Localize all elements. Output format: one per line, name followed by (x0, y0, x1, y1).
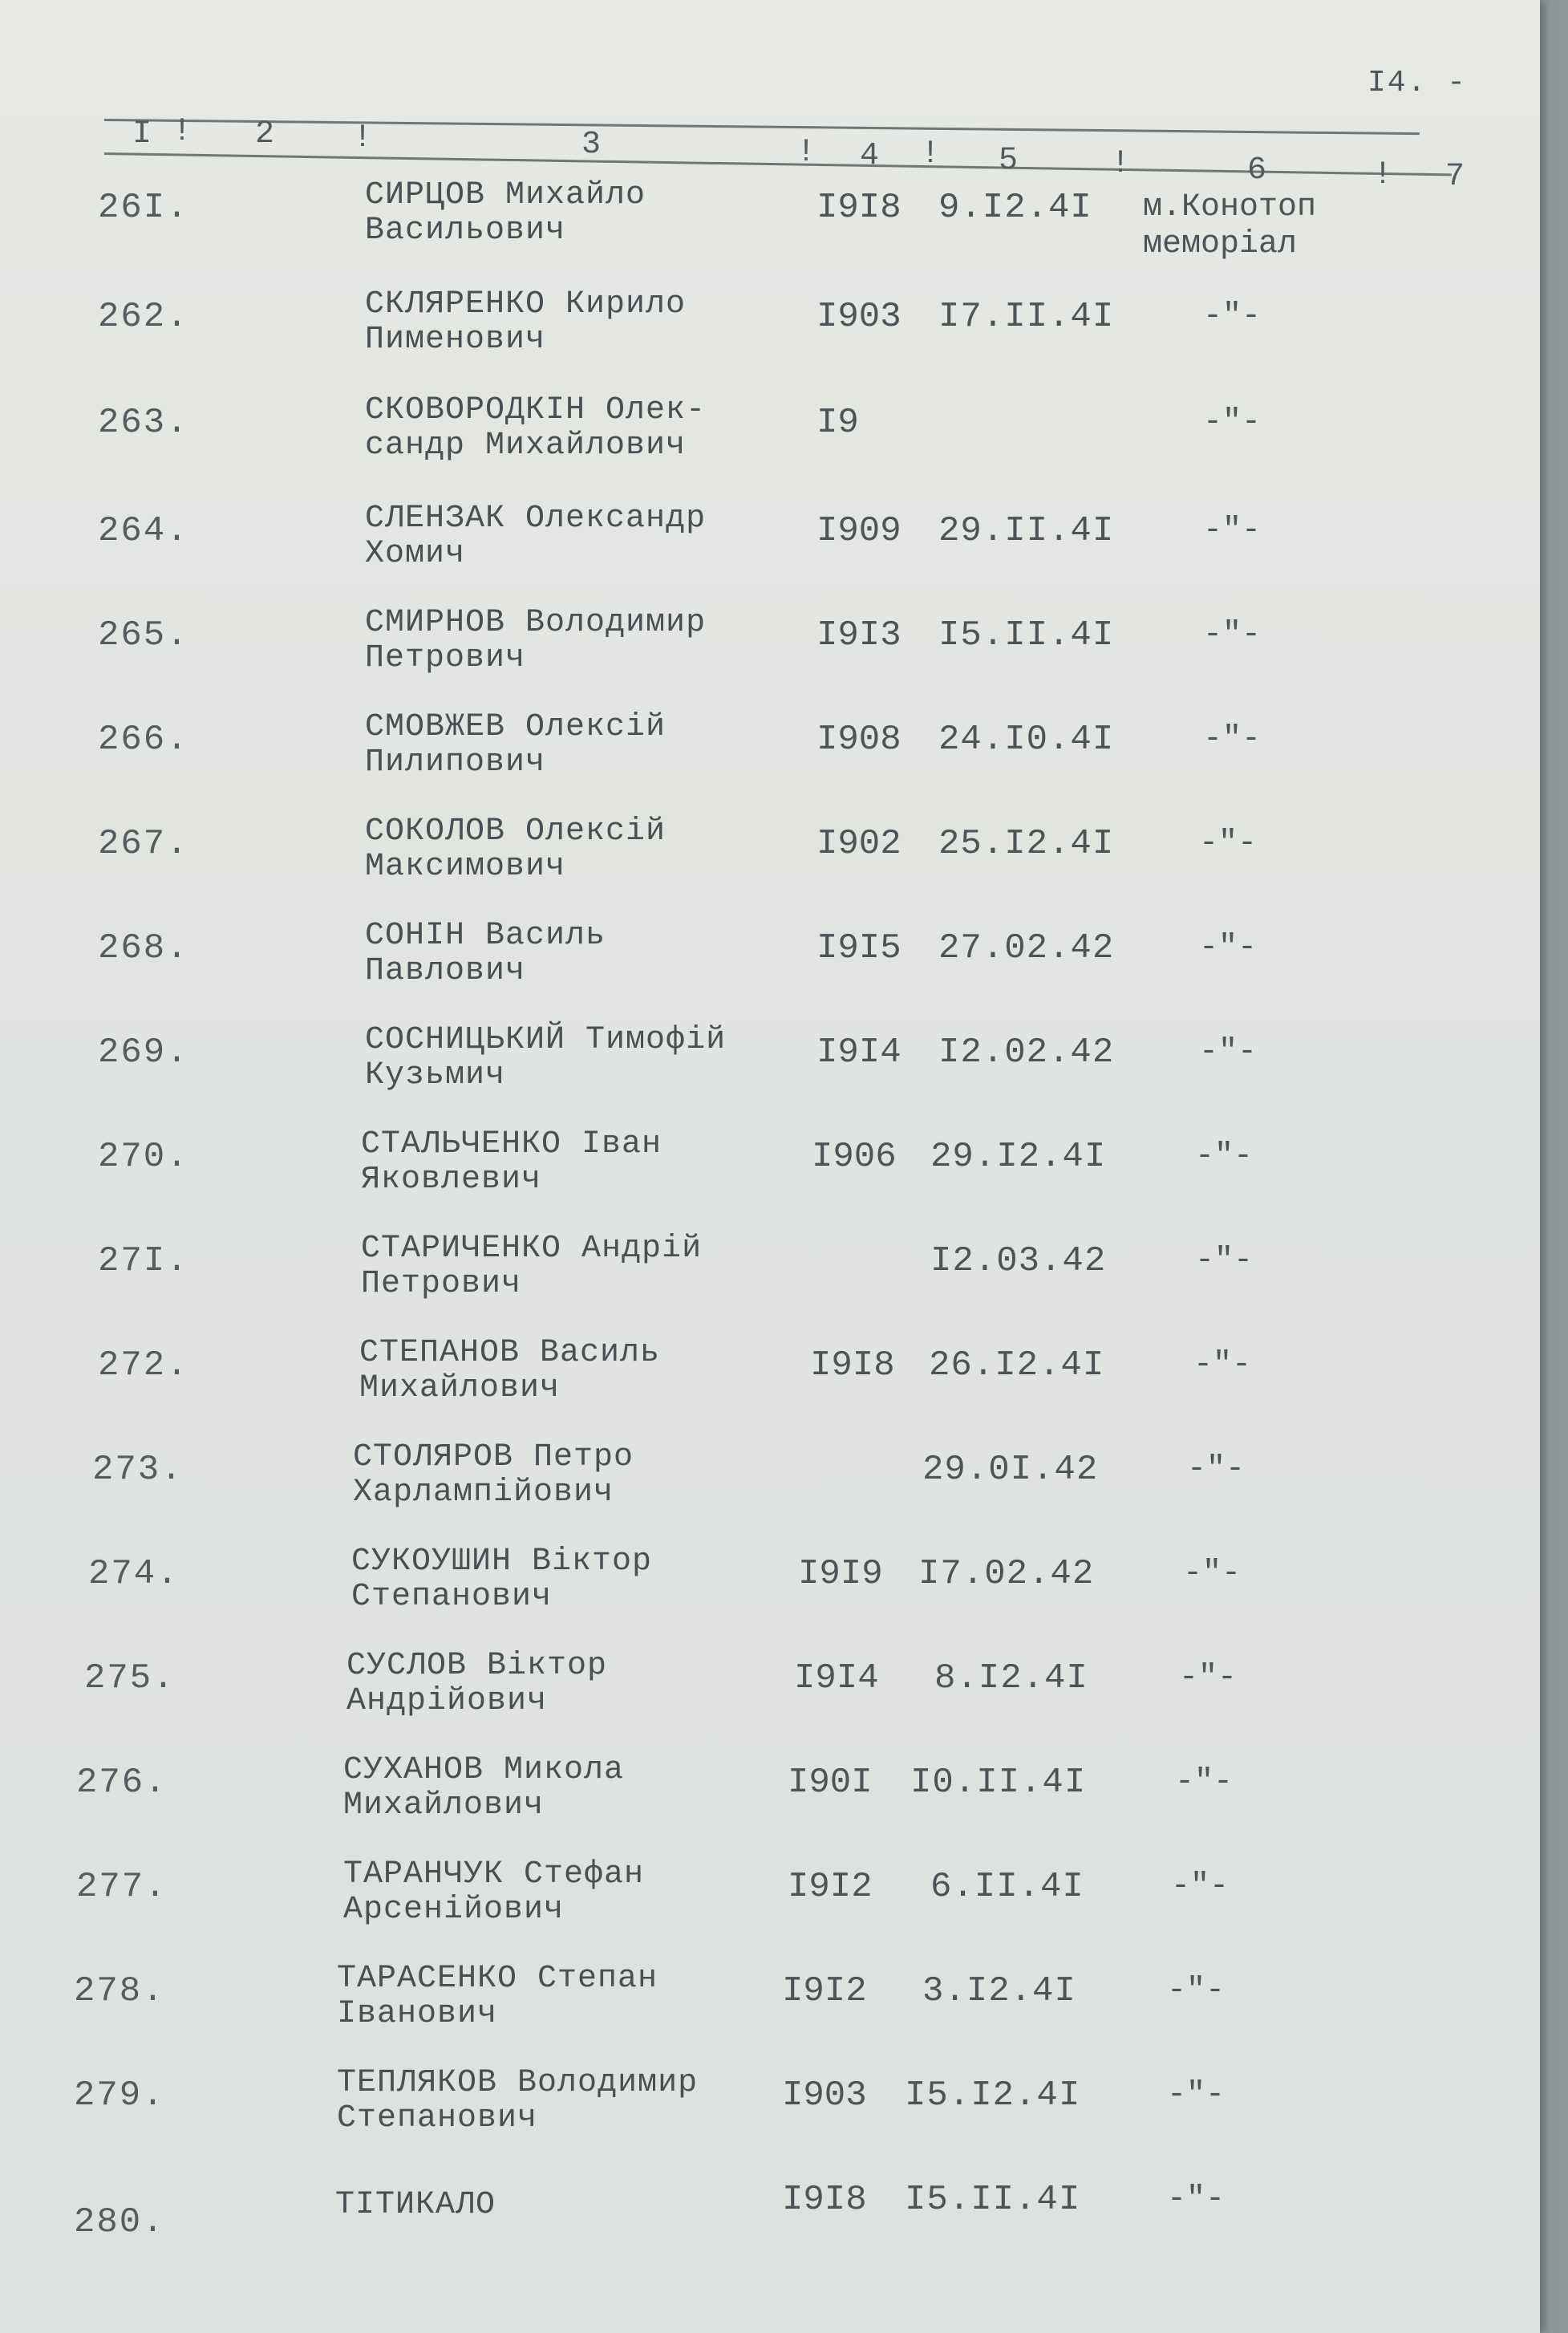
row-number: 264. (98, 511, 189, 551)
patronymic-line: Васильович (365, 213, 566, 249)
person-name (346, 1649, 607, 1719)
person-name (365, 178, 646, 249)
surname-line: СУСЛОВ Віктор (346, 1648, 608, 1684)
patronymic-line: Іванович (337, 1996, 498, 2032)
column-header-6: 6 (1247, 152, 1267, 189)
surname-line: СИРЦОВ Михайло (365, 177, 646, 213)
row-number: 280. (74, 2202, 165, 2242)
burial-place: -"- (1167, 2181, 1226, 2217)
patronymic-line: Пименович (365, 322, 546, 358)
row-number: 277. (76, 1867, 168, 1907)
column-header-7: 7 (1445, 159, 1465, 195)
patronymic-line: Андрійович (346, 1683, 548, 1719)
surname-line: ТІТИКАЛО (335, 2187, 496, 2223)
surname-line: СТЕПАНОВ Василь (359, 1335, 661, 1371)
person-name (335, 2188, 496, 2223)
death-date: 29.I2.4I (930, 1137, 1107, 1177)
birth-year: I9I4 (794, 1658, 879, 1698)
birth-year: I903 (782, 2075, 867, 2116)
patronymic-line: Петрович (361, 1266, 522, 1302)
burial-place: -"- (1195, 1243, 1254, 1279)
table-row (0, 1336, 1540, 1440)
birth-year: I9I8 (810, 1345, 895, 1386)
row-number: 268. (98, 928, 189, 968)
table-row (0, 1649, 1540, 1753)
row-number: 269. (98, 1033, 189, 1073)
surname-line: СЛЕНЗАК Олександр (365, 501, 707, 537)
person-name (365, 1023, 726, 1093)
birth-year: I902 (816, 824, 901, 864)
birth-year: I908 (816, 720, 901, 760)
row-number: 263. (98, 403, 189, 443)
birth-year: I9I8 (782, 2180, 867, 2220)
death-date: I0.II.4I (910, 1763, 1087, 1803)
row-number: 275. (84, 1658, 176, 1698)
person-name (365, 287, 686, 358)
patronymic-line: Хомич (365, 536, 466, 572)
surname-line: ТАРАСЕНКО Степан (337, 1961, 658, 1997)
table-row (0, 710, 1540, 814)
birth-year: I90I (788, 1763, 873, 1803)
birth-year: I9I4 (816, 1033, 901, 1073)
surname-line: СТАРИЧЕНКО Андрій (361, 1231, 703, 1267)
person-name (365, 814, 666, 885)
table-row (0, 2170, 1540, 2274)
burial-place: -"- (1171, 1868, 1230, 1905)
death-date: I2.03.42 (930, 1241, 1107, 1281)
header-separator: ! (921, 136, 941, 172)
birth-year: I9I2 (782, 1971, 867, 2011)
person-name (351, 1544, 652, 1615)
burial-place: -"- (1199, 826, 1258, 862)
death-date: 24.I0.4I (938, 720, 1115, 760)
birth-year: I9I2 (788, 1867, 873, 1907)
surname-line: СКОВОРОДКІН Олек- (365, 392, 707, 428)
table-row (0, 178, 1540, 282)
table-row (0, 1962, 1540, 2066)
row-number: 273. (92, 1450, 184, 1490)
table-row (0, 606, 1540, 710)
birth-year: I9I5 (816, 928, 901, 968)
burial-place: -"- (1183, 1556, 1242, 1592)
birth-year: I9I3 (816, 615, 901, 655)
surname-line: СУХАНОВ Микола (343, 1752, 625, 1788)
death-date: 29.0I.42 (922, 1450, 1099, 1490)
patronymic-line: Петрович (365, 640, 526, 676)
birth-year: I909 (816, 511, 901, 551)
row-number: 267. (98, 824, 189, 864)
row-number: 272. (98, 1345, 189, 1386)
person-name (343, 1753, 624, 1824)
burial-place: -"- (1199, 930, 1258, 966)
surname-line: СМОВЖЕВ Олексій (365, 709, 667, 745)
column-header-3: 3 (581, 127, 602, 163)
person-name (365, 393, 706, 464)
table-row (0, 1857, 1540, 1962)
birth-year: I906 (812, 1137, 897, 1177)
patronymic-line: Яковлевич (361, 1162, 542, 1198)
patronymic-line: Павлович (365, 953, 526, 989)
patronymic-line: Максимович (365, 849, 566, 885)
person-name (337, 1962, 658, 2032)
burial-place: -"- (1203, 298, 1262, 335)
surname-line: СТАЛЬЧЕНКО Іван (361, 1126, 662, 1162)
patronymic-line: Степанович (351, 1579, 553, 1615)
header-separator: ! (1373, 157, 1393, 193)
person-name (359, 1336, 660, 1406)
row-number: 276. (76, 1763, 168, 1803)
surname-line: СОСНИЦЬКИЙ Тимофій (365, 1022, 727, 1058)
burial-place: -"- (1199, 1034, 1258, 1070)
header-separator: ! (1111, 146, 1131, 182)
page-number: I4. - (1367, 66, 1468, 100)
row-number: 262. (98, 297, 189, 337)
patronymic-line: Михайлович (359, 1370, 561, 1406)
person-name (353, 1440, 634, 1511)
patronymic-line: Арсенійович (343, 1892, 565, 1928)
surname-line: СОКОЛОВ Олексій (365, 814, 667, 850)
person-name (343, 1857, 644, 1928)
patronymic-line: Пилипович (365, 745, 546, 781)
person-name (361, 1127, 662, 1198)
death-date: 27.02.42 (938, 928, 1115, 968)
table-row (0, 1127, 1540, 1231)
death-date: I5.II.4I (938, 615, 1115, 655)
column-header-1: I (132, 116, 152, 152)
row-number: 279. (74, 2075, 165, 2116)
row-number: 278. (74, 1971, 165, 2011)
burial-place: -"- (1203, 617, 1262, 653)
birth-year: I9I9 (798, 1554, 883, 1594)
row-number: 265. (98, 615, 189, 655)
table-row (0, 919, 1540, 1023)
table-row (0, 1440, 1540, 1544)
header-separator: ! (796, 135, 816, 171)
row-number: 27I. (98, 1241, 189, 1281)
birth-year: I903 (816, 297, 901, 337)
patronymic-line: Степанович (337, 2100, 538, 2136)
burial-place: -"- (1187, 1451, 1246, 1487)
person-name (365, 501, 706, 572)
death-date: I5.II.4I (905, 2180, 1081, 2220)
burial-place: м.Конотоп меморіал (1143, 189, 1317, 262)
column-header-5: 5 (999, 143, 1019, 179)
person-name (365, 606, 706, 676)
column-header-4: 4 (860, 138, 880, 174)
table-row (0, 1544, 1540, 1649)
table-row (0, 1023, 1540, 1127)
header-rule-top (104, 119, 1420, 135)
surname-line: СТОЛЯРОВ Петро (353, 1439, 634, 1475)
death-date: 26.I2.4I (929, 1345, 1105, 1386)
table-row (0, 1231, 1540, 1336)
death-date: 6.II.4I (930, 1867, 1084, 1907)
person-name (365, 710, 666, 781)
burial-place: -"- (1167, 2077, 1226, 2113)
table-row (0, 814, 1540, 919)
table-row (0, 501, 1540, 606)
header-separator: ! (353, 120, 373, 156)
death-date: I2.02.42 (938, 1033, 1115, 1073)
surname-line: СКЛЯРЕНКО Кирило (365, 286, 687, 323)
surname-line: ТЕПЛЯКОВ Володимир (337, 2065, 699, 2101)
patronymic-line: Михайлович (343, 1787, 545, 1824)
burial-place: -"- (1203, 513, 1262, 549)
table-row (0, 2066, 1540, 2170)
header-separator: ! (172, 114, 192, 150)
patronymic-line: Харлампійович (353, 1475, 614, 1511)
birth-year: I9 (816, 403, 859, 443)
row-number: 26I. (98, 188, 189, 228)
death-date: I7.II.4I (938, 297, 1115, 337)
death-date: I7.02.42 (918, 1554, 1095, 1594)
death-date: I5.I2.4I (905, 2075, 1081, 2116)
row-number: 270. (98, 1137, 189, 1177)
death-date: 29.II.4I (938, 511, 1115, 551)
column-header-2: 2 (255, 116, 275, 152)
surname-line: СОНІН Василь (365, 918, 606, 954)
burial-place: -"- (1179, 1660, 1238, 1696)
burial-place: -"- (1167, 1973, 1226, 2009)
table-row (0, 287, 1540, 392)
burial-place: -"- (1203, 404, 1262, 440)
row-number: 274. (88, 1554, 180, 1594)
patronymic-line: Кузьмич (365, 1057, 506, 1093)
patronymic-line: сандр Михайлович (365, 428, 687, 464)
row-number: 266. (98, 720, 189, 760)
burial-place: -"- (1193, 1347, 1252, 1383)
death-date: 8.I2.4I (934, 1658, 1088, 1698)
birth-year: I9I8 (816, 188, 901, 228)
person-name (365, 919, 606, 989)
person-name (337, 2066, 698, 2136)
table-row (0, 1753, 1540, 1857)
table-row (0, 393, 1540, 497)
burial-place: -"- (1203, 721, 1262, 757)
surname-line: ТАРАНЧУК Стефан (343, 1856, 645, 1893)
death-date: 9.I2.4I (938, 188, 1092, 228)
surname-line: СУКОУШИН Віктор (351, 1544, 653, 1580)
surname-line: СМИРНОВ Володимир (365, 605, 707, 641)
person-name (361, 1231, 702, 1302)
death-date: 3.I2.4I (922, 1971, 1076, 2011)
death-date: 25.I2.4I (938, 824, 1115, 864)
burial-place: -"- (1195, 1138, 1254, 1175)
burial-place: -"- (1175, 1764, 1234, 1800)
